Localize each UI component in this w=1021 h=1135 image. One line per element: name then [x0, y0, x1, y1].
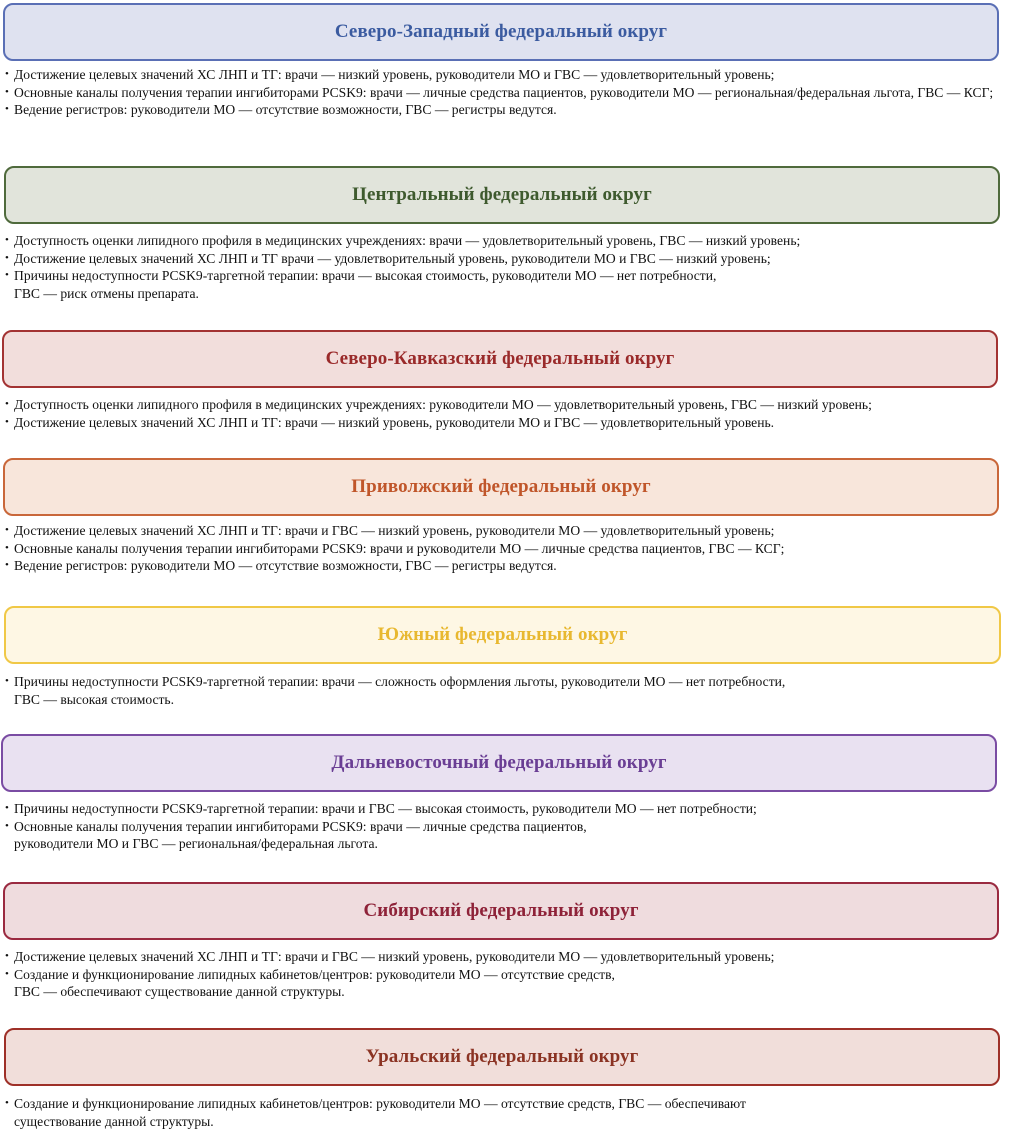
- district-title: Дальневосточный федеральный округ: [331, 752, 667, 773]
- district-title: Сибирский федеральный округ: [363, 900, 639, 921]
- finding-item: • Основные каналы получения терапии ингибиторами PCSK9: врачи — личные средства пациентов, руководители МО и ГВС — региональная/федеральная льгота.: [5, 818, 1001, 853]
- district-header: [4, 1028, 1000, 1086]
- district-header: [2, 330, 998, 388]
- finding-item: • Достижение целевых значений ХС ЛНП и ТГ: врачи — низкий уровень, руководители МО и ГВС — удовлетворительный уровень;: [5, 66, 1001, 84]
- finding-item: • Основные каналы получения терапии ингибиторами PCSK9: врачи и руководители МО — личные средства пациентов, ГВС — КСГ;: [5, 540, 1001, 558]
- finding-item: • Достижение целевых значений ХС ЛНП и ТГ: врачи и ГВС — низкий уровень, руководители МО — удовлетворительный уровень;: [5, 948, 1001, 966]
- finding-item: • Создание и функционирование липидных кабинетов/центров: руководители МО — отсутствие средств, ГВС — обеспечивают существование данной структуры.: [5, 966, 1001, 1001]
- district-findings-list: [5, 1095, 1001, 1130]
- district-header: [3, 3, 999, 61]
- district-title: Уральский федеральный округ: [365, 1046, 639, 1067]
- district-findings-list: [5, 948, 1001, 1001]
- district-findings-list: [5, 522, 1001, 575]
- finding-item: • Причины недоступности PCSK9-таргетной терапии: врачи и ГВС — высокая стоимость, руководители МО — нет потребности;: [5, 800, 1001, 818]
- district-findings-list: [5, 66, 1001, 119]
- finding-item: • Ведение регистров: руководители МО — отсутствие возможности, ГВС — регистры ведутся.: [5, 101, 1001, 119]
- finding-item: • Достижение целевых значений ХС ЛНП и ТГ: врачи — низкий уровень, руководители МО и ГВС — удовлетворительный уровень.: [5, 414, 1001, 432]
- finding-item: • Основные каналы получения терапии ингибиторами PCSK9: врачи — личные средства пациентов, руководители МО — региональная/федеральная льгота, ГВС — КСГ;: [5, 84, 1001, 102]
- finding-item: • Доступность оценки липидного профиля в медицинских учреждениях: руководители МО — удовлетворительный уровень, ГВС — низкий уровень;: [5, 396, 1001, 414]
- finding-item: • Создание и функционирование липидных кабинетов/центров: руководители МО — отсутствие средств, ГВС — обеспечивают существование данной структуры.: [5, 1095, 1001, 1130]
- finding-item: • Достижение целевых значений ХС ЛНП и ТГ врачи — удовлетворительный уровень, руководители МО и ГВС — низкий уровень;: [5, 250, 1001, 268]
- district-findings-list: [5, 673, 1001, 708]
- finding-item: • Причины недоступности PCSK9-таргетной терапии: врачи — высокая стоимость, руководители МО — нет потребности, ГВС — риск отмены препарата.: [5, 267, 1001, 302]
- finding-item: • Ведение регистров: руководители МО — отсутствие возможности, ГВС — регистры ведутся.: [5, 557, 1001, 575]
- district-title: Северо-Западный федеральный округ: [334, 21, 668, 42]
- district-findings-list: [5, 396, 1001, 431]
- district-header: [1, 734, 997, 792]
- district-findings-list: [5, 800, 1001, 853]
- finding-item: • Достижение целевых значений ХС ЛНП и ТГ: врачи и ГВС — низкий уровень, руководители МО — удовлетворительный уровень;: [5, 522, 1001, 540]
- district-title: Приволжский федеральный округ: [351, 476, 651, 497]
- finding-item: • Причины недоступности PCSK9-таргетной терапии: врачи — сложность оформления льготы, руководители МО — нет потребности, ГВС — высокая стоимость.: [5, 673, 1001, 708]
- district-title: Центральный федеральный округ: [352, 184, 652, 205]
- district-findings-list: [5, 232, 1001, 302]
- district-header: [4, 606, 1001, 664]
- district-title: Северо-Кавказский федеральный округ: [325, 348, 675, 369]
- district-header: [3, 882, 999, 940]
- district-header: [3, 458, 999, 516]
- finding-item: • Доступность оценки липидного профиля в медицинских учреждениях: врачи — удовлетворительный уровень, ГВС — низкий уровень;: [5, 232, 1001, 250]
- district-header: [4, 166, 1000, 224]
- district-title: Южный федеральный округ: [377, 624, 628, 645]
